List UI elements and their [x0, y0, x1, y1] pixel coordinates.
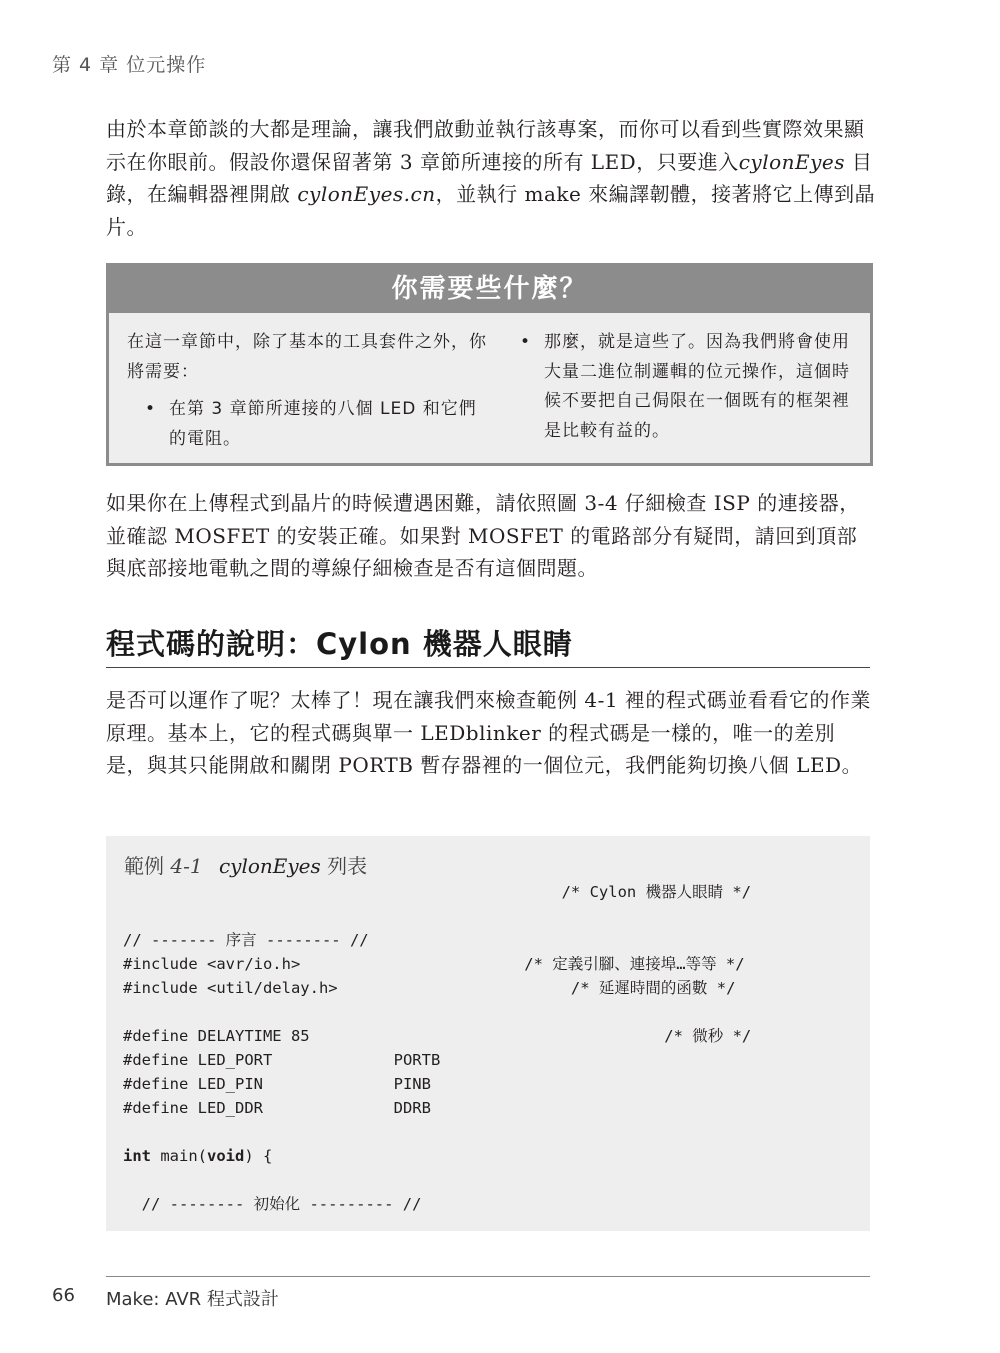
- book-title: Make: AVR 程式設計: [106, 1289, 279, 1310]
- bullet-icon: •: [145, 399, 157, 419]
- code-line: #define LED_PIN PINB: [123, 1075, 431, 1093]
- code-keyword: int: [123, 1147, 151, 1165]
- code-line: // -------- 初始化 --------- //: [123, 1195, 422, 1213]
- code-keyword: void: [207, 1147, 245, 1165]
- code-fragment: main(: [151, 1147, 207, 1165]
- intro-text-e: ，並執行 make 來編譯韌體，接著將它上傳到晶片。: [106, 182, 876, 239]
- troubleshoot-paragraph: 如果你在上傳程式到晶片的時候遭遇困難，請依照圖 3-4 仔細檢查 ISP 的連接器，並確認 MOSFET 的安裝正確。如果對 MOSFET 的電路部分有疑問，請回到頂部與底部接地電軌之間的導線仔細檢查是否有這個問題。: [106, 491, 860, 580]
- code-line: [123, 1147, 272, 1165]
- explanation-paragraph: 是否可以運作了呢？太棒了！現在讓我們來檢查範例 4-1 裡的程式碼並看看它的作業原理。基本上，它的程式碼與單一 LEDblinker 的程式碼是一樣的，唯一的差別是，與其只能開啟和關閉 PORTB 暫存器裡的一個位元，我們能夠切換八個 LED。: [106, 688, 871, 777]
- intro-paragraph: [106, 113, 876, 243]
- intro-dir-name: cylonEyes: [738, 149, 846, 174]
- example-caption: [124, 850, 367, 879]
- code-line: #define LED_PORT PORTB: [123, 1051, 441, 1069]
- running-head: 第 4 章 位元操作: [52, 54, 207, 76]
- intro-file-name: cylonEyes.cn: [297, 182, 436, 206]
- sidebar-left-column: [127, 328, 487, 454]
- sidebar-bullet-text: 那麼，就是這些了。因為我們將會使用大量二進位制邏輯的位元操作，這個時候不要把自己侷限在一個既有的框架裡是比較有益的。: [544, 332, 850, 441]
- sidebar-bullet-item: [514, 328, 859, 446]
- code-text: [123, 880, 751, 1216]
- intro-text-c: 目錄，在編輯器裡開啟: [106, 149, 873, 206]
- requirements-sidebar: [106, 263, 873, 466]
- page-number: 66: [52, 1285, 75, 1306]
- sidebar-bullet-item: [127, 395, 487, 454]
- example-label: 範例: [124, 854, 164, 878]
- sidebar-title: 你需要些什麼？: [109, 266, 870, 313]
- sidebar-intro: 在這一章節中，除了基本的工具套件之外，你將需要：: [127, 332, 487, 382]
- code-line: #include <avr/io.h> /* 定義引腳、連接埠…等等 */: [123, 955, 745, 973]
- code-line: #include <util/delay.h> /* 延遲時間的函數 */: [123, 979, 736, 997]
- sidebar-right-column: [514, 328, 859, 446]
- bullet-icon: •: [520, 332, 532, 352]
- example-number: 4-1: [170, 854, 203, 878]
- code-line: /* Cylon 機器人眼睛 */: [123, 883, 752, 901]
- sidebar-bullet-text: 在第 3 章節所連接的八個 LED 和它們的電阻。: [169, 399, 477, 449]
- code-listing: [106, 836, 870, 1231]
- footer-rule: [106, 1276, 870, 1277]
- code-fragment: ) {: [244, 1147, 273, 1165]
- code-line: // ------- 序言 -------- //: [123, 931, 369, 949]
- code-line: #define LED_DDR DDRB: [123, 1099, 431, 1117]
- section-heading: 程式碼的說明：Cylon 機器人眼睛: [106, 622, 870, 668]
- code-line: #define DELAYTIME 85 /* 微秒 */: [123, 1027, 752, 1045]
- example-name: cylonEyes: [218, 854, 321, 878]
- intro-text-a: 由於本章節談的大都是理論，讓我們啟動並執行該專案，而你可以看到些實際效果顯示在你眼前。假設你還保留著第 3 章節所連接的所有 LED，只要進入: [106, 117, 865, 174]
- example-suffix: 列表: [327, 854, 368, 878]
